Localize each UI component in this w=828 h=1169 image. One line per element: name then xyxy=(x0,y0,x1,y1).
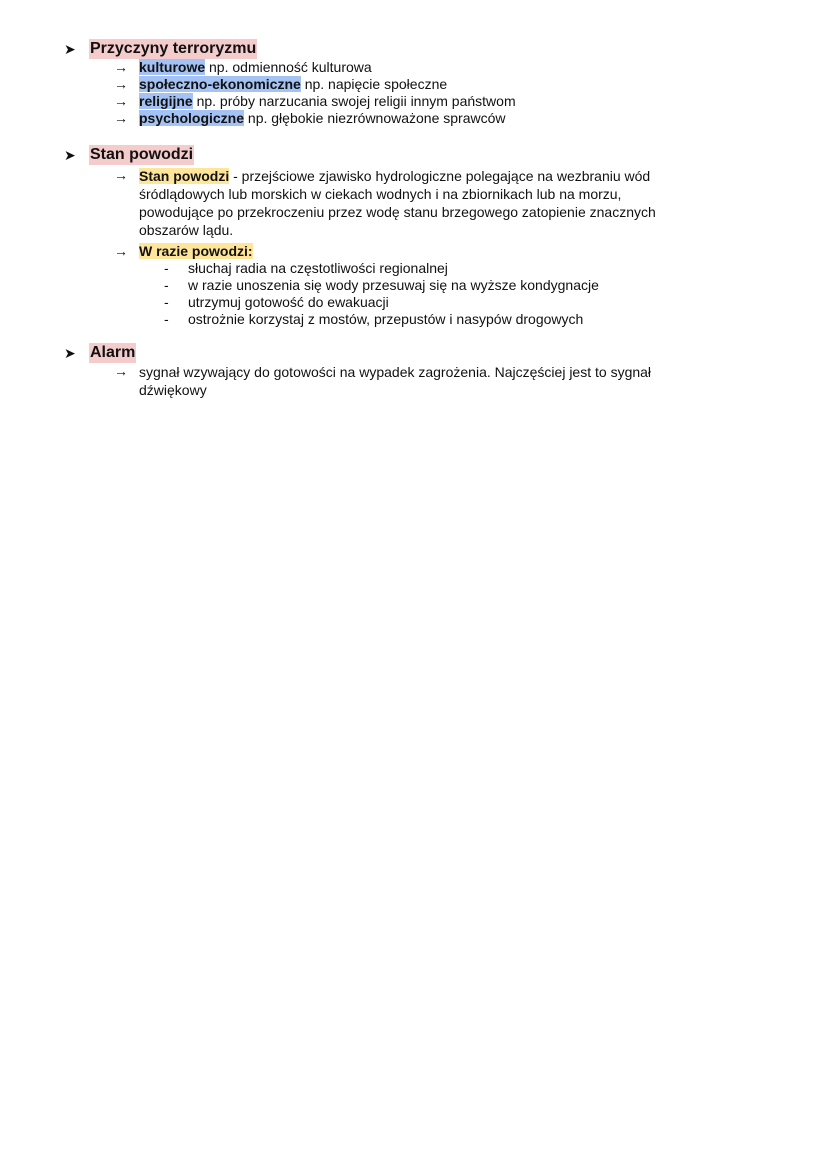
term-description: np. odmienność kulturowa xyxy=(205,59,372,75)
bullet-arrow-icon: ➤ xyxy=(64,41,76,57)
advice-text: utrzymuj gotowość do ewakuacji xyxy=(188,294,389,310)
term-highlight: społeczno-ekonomiczne xyxy=(139,76,301,92)
arrow-icon: → xyxy=(114,76,128,92)
definition-line: obszarów lądu. xyxy=(139,222,234,238)
arrow-icon: → xyxy=(114,59,128,75)
bullet-arrow-icon: ➤ xyxy=(64,147,76,163)
section-heading xyxy=(64,145,764,165)
dash-icon: - xyxy=(164,260,169,276)
arrow-icon: → xyxy=(114,110,128,126)
section-heading xyxy=(64,343,764,363)
term-description: np. próby narzucania swojej religii innym państwom xyxy=(192,93,516,109)
arrow-icon: → xyxy=(114,93,128,109)
definition-line: śródlądowych lub morskich w ciekach wodnych i na zbiornikach lub na morzu, xyxy=(139,186,622,202)
term-description: np. głębokie niezrównoważone sprawców xyxy=(244,110,506,126)
term-highlight: W razie powodzi: xyxy=(139,243,253,259)
heading-alarm: Alarm xyxy=(90,344,136,361)
list-item xyxy=(64,76,764,93)
list-item xyxy=(64,59,764,76)
arrow-icon: → xyxy=(114,167,128,183)
dash-icon: - xyxy=(164,277,169,293)
dash-icon: - xyxy=(164,294,169,310)
term-highlight: kulturowe xyxy=(139,59,206,75)
definition-paragraph xyxy=(139,167,749,239)
advice-item xyxy=(64,243,764,260)
term-highlight: religijne xyxy=(139,93,193,109)
section-flood xyxy=(64,145,764,328)
list-item xyxy=(64,110,764,127)
list-item xyxy=(64,311,764,328)
term-highlight: psychologiczne xyxy=(139,110,245,126)
section-terrorism xyxy=(64,39,764,127)
section-alarm xyxy=(64,343,764,399)
list-item xyxy=(64,93,764,110)
arrow-icon: → xyxy=(114,363,128,379)
definition-line: - przejściowe zjawisko hydrologiczne polegające na wezbraniu wód xyxy=(229,168,651,184)
heading-flood: Stan powodzi xyxy=(90,146,194,163)
list-item xyxy=(64,260,764,277)
definition-line: powodujące po przekroczeniu przez wodę stanu brzegowego zatopienie znacznych xyxy=(139,204,656,220)
term-description: np. napięcie społeczne xyxy=(300,76,448,92)
section-heading xyxy=(64,39,764,59)
arrow-icon: → xyxy=(114,243,128,259)
term-highlight: Stan powodzi xyxy=(139,168,230,184)
dash-icon: - xyxy=(164,311,169,327)
list-item xyxy=(64,277,764,294)
definition-paragraph xyxy=(139,363,749,399)
definition-line: dźwiękowy xyxy=(139,382,207,398)
advice-text: słuchaj radia na częstotliwości regionalnej xyxy=(188,260,448,276)
advice-text: ostrożnie korzystaj z mostów, przepustów i nasypów drogowych xyxy=(188,311,584,327)
list-item xyxy=(64,294,764,311)
definition-item xyxy=(64,363,764,399)
definition-line: sygnał wzywający do gotowości na wypadek zagrożenia. Najczęściej jest to sygnał xyxy=(139,364,652,380)
bullet-arrow-icon: ➤ xyxy=(64,345,76,361)
advice-text: w razie unoszenia się wody przesuwaj się na wyższe kondygnacje xyxy=(188,277,599,293)
definition-item xyxy=(64,167,764,239)
heading-terrorism: Przyczyny terroryzmu xyxy=(90,40,257,57)
